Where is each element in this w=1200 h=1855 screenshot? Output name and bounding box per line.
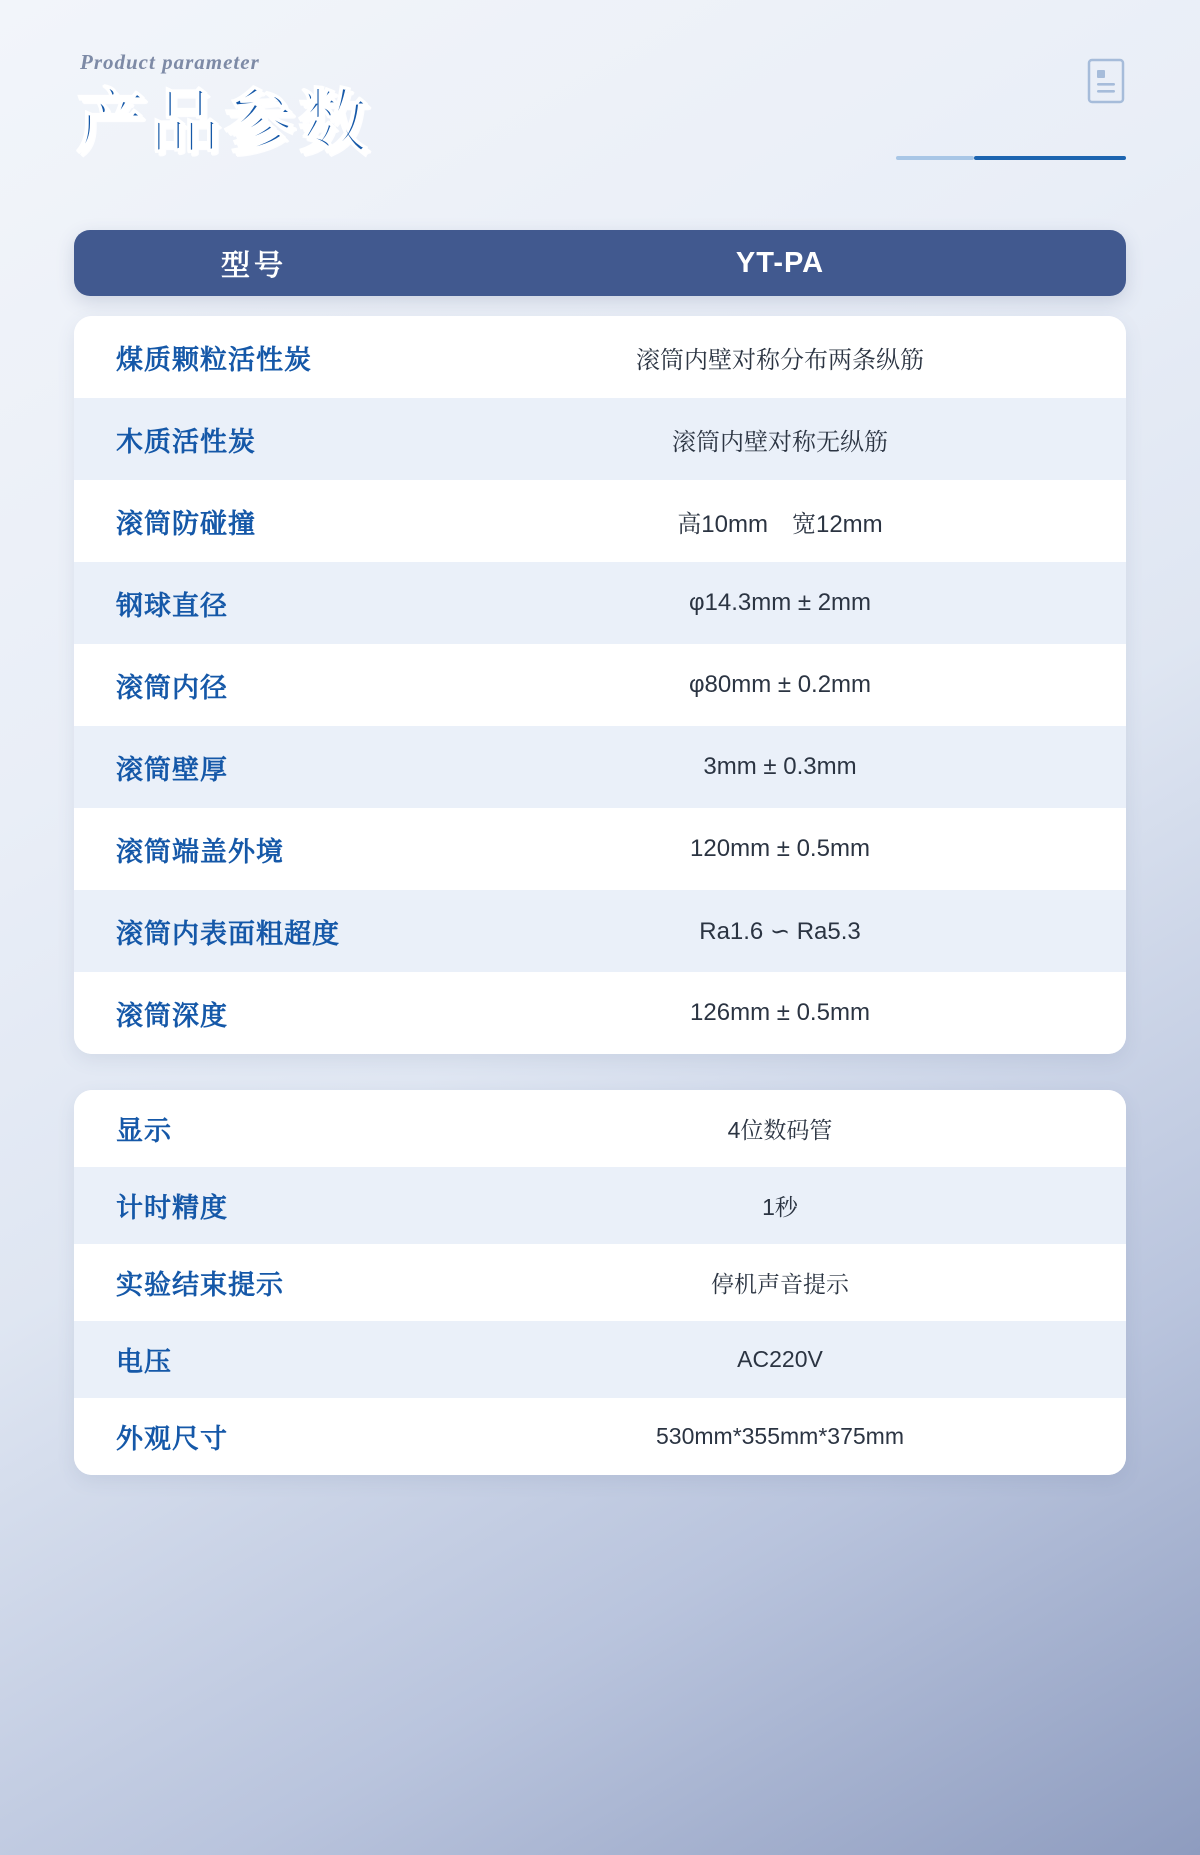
row-label: 计时精度 [74,1167,434,1244]
section-spacer [74,1054,1126,1090]
row-value: 120mm ± 0.5mm [434,808,1126,890]
row-value: 滚筒内壁对称无纵筋 [434,398,1126,480]
row-label: 外观尺寸 [74,1398,434,1475]
table-row [74,562,1126,644]
table-row [74,890,1126,972]
row-value: 停机声音提示 [434,1244,1126,1321]
page-title: 产品参数 [76,83,372,161]
page-header [74,0,1126,230]
row-value: 126mm ± 0.5mm [434,972,1126,1054]
document-icon [1086,58,1126,104]
spec-table-header-label: 型号 [220,249,287,282]
row-value: 4位数码管 [434,1090,1126,1167]
row-label: 滚筒内径 [74,644,434,726]
table-row [74,726,1126,808]
header-rule-light [896,156,974,160]
row-value: φ80mm ± 0.2mm [434,644,1126,726]
table-row [74,808,1126,890]
table-row [74,398,1126,480]
spec-table-header-value: YT-PA [735,246,825,279]
row-value: Ra1.6 ∽ Ra5.3 [434,890,1126,972]
table-row [74,972,1126,1054]
table-row [74,316,1126,398]
row-label: 钢球直径 [74,562,434,644]
row-label: 显示 [74,1090,434,1167]
row-label: 滚筒深度 [74,972,434,1054]
spec-table-header [74,230,1126,296]
header-right-group [806,58,1126,160]
row-value: 滚筒内壁对称分布两条纵筋 [434,316,1126,398]
row-label: 木质活性炭 [74,398,434,480]
table-row [74,644,1126,726]
row-value: 高10mm 宽12mm [434,480,1126,562]
row-label: 滚筒端盖外境 [74,808,434,890]
table-row [74,1167,1126,1244]
row-value: φ14.3mm ± 2mm [434,562,1126,644]
table-row [74,1398,1126,1475]
spec-table-body [74,316,1126,1054]
row-label: 滚筒防碰撞 [74,480,434,562]
row-value: 530mm*355mm*375mm [434,1398,1126,1475]
header-rule [806,155,1126,160]
table-row [74,1244,1126,1321]
row-value: 1秒 [434,1167,1126,1244]
table-row [74,480,1126,562]
header-rule-dark [974,156,1126,160]
row-label: 滚筒内表面粗超度 [74,890,434,972]
row-label: 实验结束提示 [74,1244,434,1321]
row-value: 3mm ± 0.3mm [434,726,1126,808]
header-eyebrow: Product parameter [80,50,260,74]
control-table-body [74,1090,1126,1475]
row-value: AC220V [434,1321,1126,1398]
table-row [74,1321,1126,1398]
table-row [74,1090,1126,1167]
row-label: 滚筒壁厚 [74,726,434,808]
row-label: 煤质颗粒活性炭 [74,316,434,398]
row-label: 电压 [74,1321,434,1398]
